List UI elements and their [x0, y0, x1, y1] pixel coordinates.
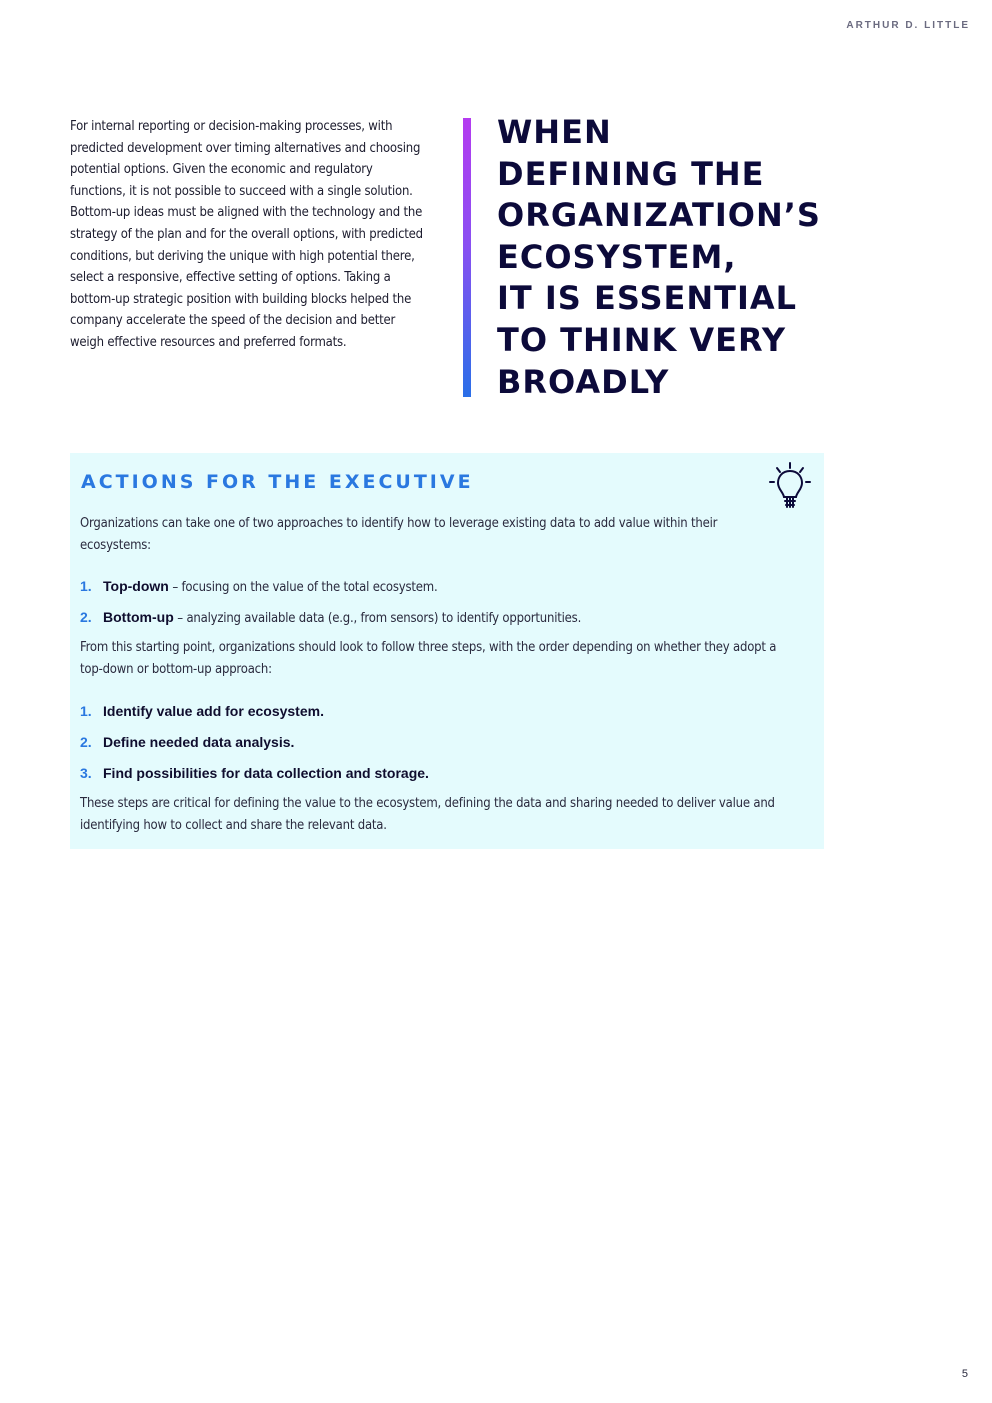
- list-label: Define needed data analysis.: [103, 734, 295, 750]
- list-item: [80, 608, 800, 628]
- list-number: 2.: [80, 734, 92, 750]
- actions-title: ACTIONS FOR THE EXECUTIVE: [81, 471, 474, 493]
- quote-accent-bar: [463, 118, 471, 397]
- list-label: Identify value add for ecosystem.: [103, 703, 324, 719]
- brand-name: ARTHUR D. LITTLE: [846, 20, 970, 31]
- actions-panel: [70, 453, 824, 849]
- list-number: 1.: [80, 578, 92, 594]
- list-number: 1.: [80, 703, 92, 719]
- list-description: – analyzing available data (e.g., from sensors) to identify opportunities.: [173, 611, 582, 626]
- list-item: [80, 577, 800, 597]
- actions-middle: From this starting point, organizations should look to follow three steps, with the order depending on whether they adopt a top-down or bottom-up approach:: [80, 640, 777, 677]
- list-number: 2.: [80, 609, 92, 625]
- actions-intro: Organizations can take one of two approaches to identify how to leverage existing data to add value within their ecosystems:: [80, 516, 718, 553]
- page-number: 5: [961, 1368, 968, 1380]
- lightbulb-icon: [768, 461, 812, 509]
- actions-closing: These steps are critical for defining the value to the ecosystem, defining the data and sharing needed to deliver value and identifying how to collect and share the relevant data.: [80, 796, 775, 833]
- list-item: [80, 702, 800, 720]
- list-label: Bottom-up: [103, 609, 174, 625]
- list-item: [80, 764, 800, 782]
- list-label: Top-down: [103, 578, 169, 594]
- list-number: 3.: [80, 765, 92, 781]
- list-description: – focusing on the value of the total ecosystem.: [168, 580, 438, 595]
- list-item: [80, 733, 800, 751]
- quote-text: WHEN DEFINING THE ORGANIZATION’S ECOSYSTEM, IT IS ESSENTIAL TO THINK VERY BROADLY: [497, 113, 821, 401]
- list-label: Find possibilities for data collection and storage.: [103, 765, 429, 781]
- intro-paragraph: For internal reporting or decision-making processes, with predicted development over timing alternatives and choosing potential options. Given the economic and regulatory functions, it is not possible to succeed with a single solution. Bottom-up ideas must be aligned with the technology and the strategy of the plan and for the overall options, with predicted conditions, but deriving the unique with high potential there, select a responsive, effective setting of options. Taking a bottom-up strategic position with building blocks helped the company accelerate the speed of the decision and better weigh effective resources and preferred formats.: [70, 119, 423, 350]
